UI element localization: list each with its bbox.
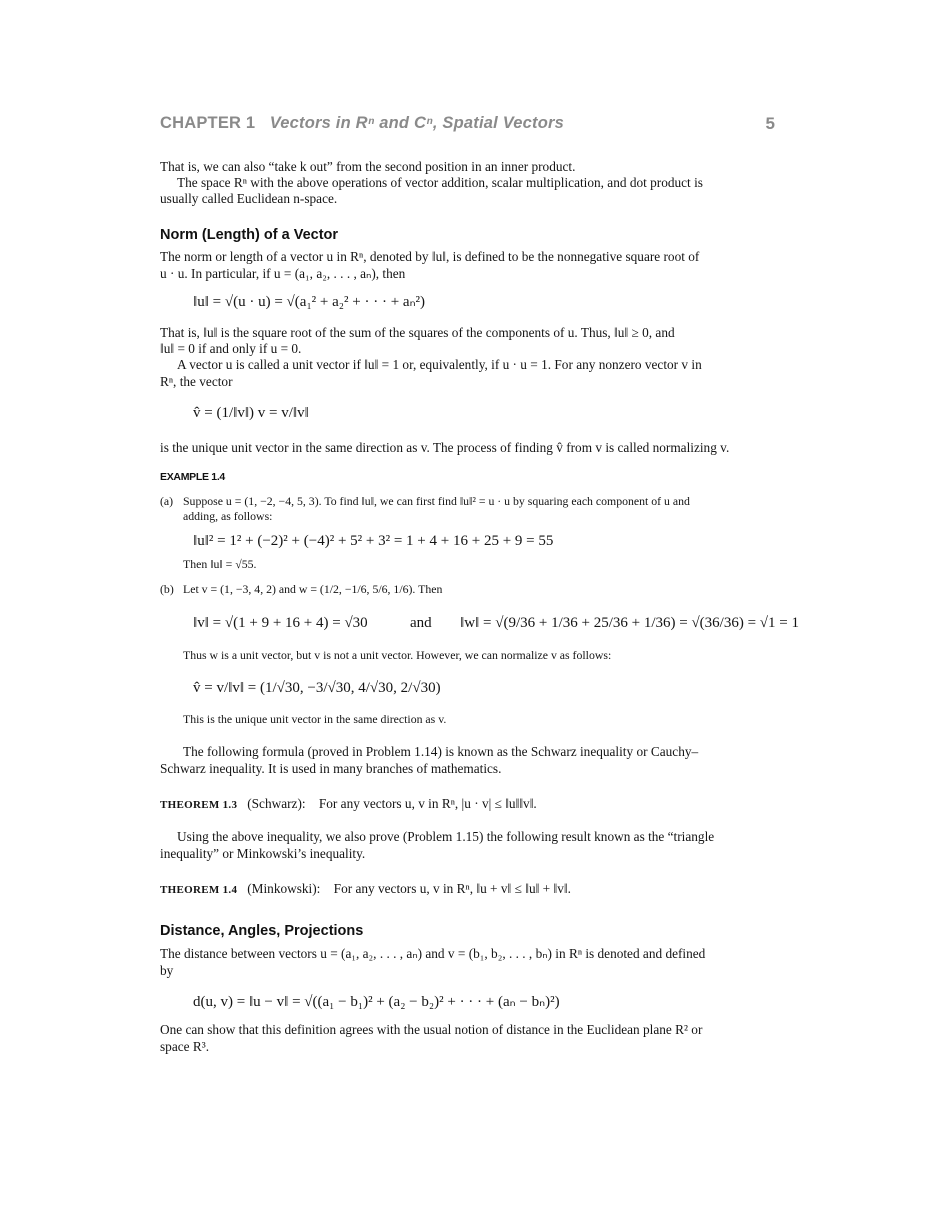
chapter-label: CHAPTER 1: [160, 114, 256, 132]
unit-vector-paragraph-line-1: A vector u is called a unit vector if ‖u‖ = 1 or, equivalently, if u · u = 1. For any nonzero vector v in: [177, 357, 702, 372]
chapter-title: Vectors in Rⁿ and Cⁿ, Spatial Vectors: [269, 114, 565, 132]
example-part-a-marker: (a): [160, 494, 174, 508]
intro-line-1: That is, we can also “take k out” from the second position in an inner product.: [160, 159, 576, 174]
theorem-1-3-label: THEOREM 1.3: [160, 799, 238, 811]
example-part-b-line-1: Let v = (1, −3, 4, 2) and w = (1/2, −1/6, 5/6, 1/6). Then: [183, 582, 443, 596]
and-word: and: [410, 615, 432, 631]
chapter-heading: [160, 114, 564, 133]
page-number: 5: [765, 114, 775, 133]
theorem-1-3-statement: For any vectors u, v in Rⁿ, |u · v| ≤ ‖u‖‖v‖.: [318, 796, 537, 811]
example-part-a-line-1: Suppose u = (1, −2, −4, 5, 3). To find ‖u‖, we can first find ‖u‖² = u · u by squaring each component of u and: [183, 494, 690, 508]
schwarz-intro-line-2: Schwarz inequality. It is used in many branches of mathematics.: [160, 761, 502, 776]
norm-section-heading: Norm (Length) of a Vector: [160, 227, 339, 243]
norm-paragraph-line-2: u · u. In particular, if u = (a₁, a₂, . . . , aₙ), then: [160, 266, 406, 281]
normalized-v-formula: v̂ = v/‖v‖ = (1/√30, −3/√30, 4/√30, 2/√30): [193, 680, 441, 696]
norm-w-formula: ‖w‖ = √(9/36 + 1/36 + 25/36 + 1/36) = √(36/36) = √1 = 1: [460, 615, 799, 631]
distance-formula: d(u, v) = ‖u − v‖ = √((a₁ − b₁)² + (a₂ − b₂)² + · · · + (aₙ − bₙ)²): [193, 994, 560, 1010]
theorem-1-4-name: (Minkowski):: [247, 881, 321, 896]
theorem-1-4: [160, 881, 571, 898]
distance-paragraph-2-line-2: space R³.: [160, 1039, 210, 1054]
example-label: EXAMPLE 1.4: [160, 471, 225, 483]
theorem-1-4-statement: For any vectors u, v in Rⁿ, ‖u + v‖ ≤ ‖u‖ + ‖v‖.: [333, 881, 571, 896]
example-part-b-line-3: This is the unique unit vector in the same direction as v.: [183, 712, 447, 726]
intro-line-2: The space Rⁿ with the above operations of vector addition, scalar multiplication, and dot product is: [177, 175, 703, 190]
intro-line-3: usually called Euclidean n-space.: [160, 191, 338, 206]
unit-vector-paragraph-line-2: Rⁿ, the vector: [160, 374, 233, 389]
minkowski-intro-line-1: Using the above inequality, we also prove (Problem 1.15) the following result known as the “triangle: [177, 829, 715, 844]
norm-paragraph-line-1: The norm or length of a vector u in Rⁿ, denoted by ‖u‖, is defined to be the nonnegative square root of: [160, 249, 700, 264]
example-part-a-result: Then ‖u‖ = √55.: [183, 557, 257, 571]
distance-paragraph-line-2: by: [160, 963, 174, 978]
schwarz-intro-line-1: The following formula (proved in Problem 1.14) is known as the Schwarz inequality or Cauchy–: [183, 744, 699, 759]
example-part-a-formula: ‖u‖² = 1² + (−2)² + (−4)² + 5² + 3² = 1 + 4 + 16 + 25 + 9 = 55: [193, 533, 554, 549]
example-part-b-line-2: Thus w is a unit vector, but v is not a unit vector. However, we can normalize v as follows:: [183, 648, 612, 662]
normalizing-paragraph: is the unique unit vector in the same direction as v. The process of finding v̂ from v is called normalizing v.: [160, 440, 730, 455]
running-header: [160, 114, 775, 138]
distance-paragraph-2-line-1: One can show that this definition agrees with the usual notion of distance in the Euclidean plane R² or: [160, 1022, 703, 1037]
example-part-a-line-2: adding, as follows:: [183, 509, 273, 523]
theorem-1-3: [160, 796, 537, 813]
theorem-1-4-label: THEOREM 1.4: [160, 884, 238, 896]
norm-formula: ‖u‖ = √(u · u) = √(a₁² + a₂² + · · · + aₙ²): [193, 294, 426, 310]
norm-paragraph-2-line-1: That is, ‖u‖ is the square root of the sum of the squares of the components of u. Thus, ‖u‖ ≥ 0, and: [160, 325, 675, 340]
norm-paragraph-2-line-2: ‖u‖ = 0 if and only if u = 0.: [160, 341, 302, 356]
distance-section-heading: Distance, Angles, Projections: [160, 923, 364, 939]
norm-v-formula: ‖v‖ = √(1 + 9 + 16 + 4) = √30: [193, 615, 368, 631]
minkowski-intro-line-2: inequality” or Minkowski’s inequality.: [160, 846, 366, 861]
theorem-1-3-name: (Schwarz):: [247, 796, 306, 811]
unit-vector-formula: v̂ = (1/‖v‖) v = v/‖v‖: [193, 405, 309, 421]
example-part-b-marker: (b): [160, 582, 174, 596]
distance-paragraph-line-1: The distance between vectors u = (a₁, a₂, . . . , aₙ) and v = (b₁, b₂, . . . , bₙ) in Rⁿ is denoted and defined: [160, 946, 706, 961]
